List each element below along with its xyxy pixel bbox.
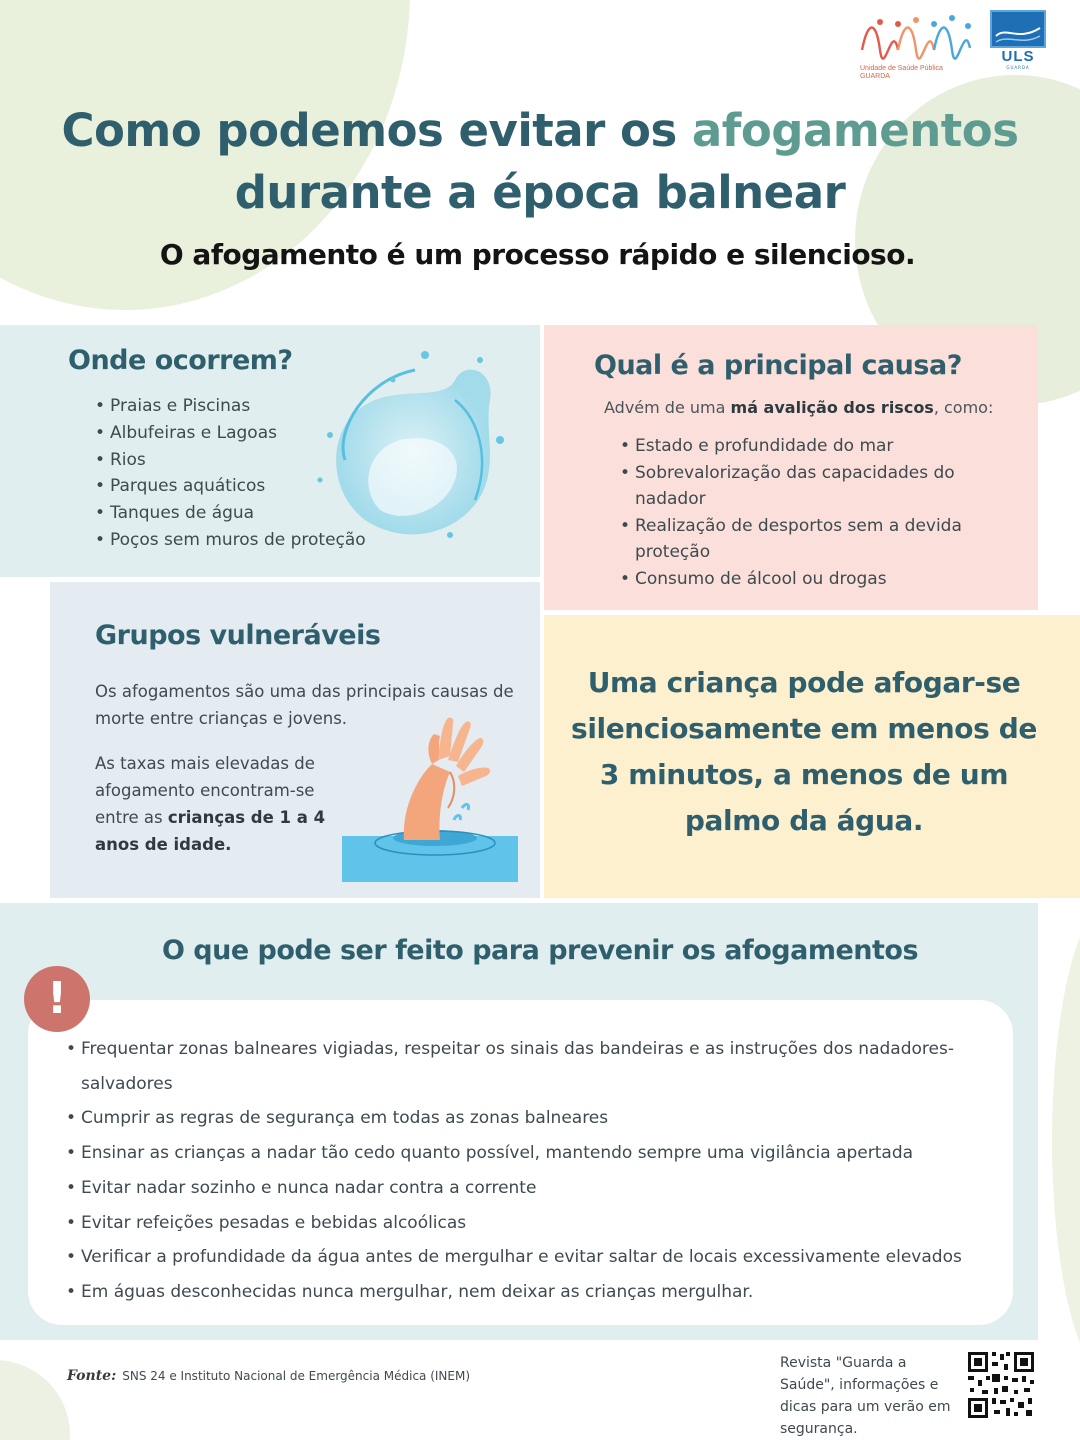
grupos-vulneraveis-panel bbox=[50, 582, 540, 898]
causa-intro-before: Advém de uma bbox=[604, 398, 731, 417]
drowning-hand-icon bbox=[342, 712, 520, 888]
uls-logo bbox=[990, 10, 1046, 70]
list-item: • Estado e profundidade do mar bbox=[620, 433, 975, 460]
header-logos bbox=[858, 10, 1046, 82]
list-item: • Rios bbox=[95, 447, 366, 474]
source-text: SNS 24 e Instituto Nacional de Emergência Médica (INEM) bbox=[122, 1369, 471, 1383]
prevencao-list bbox=[66, 1032, 966, 1310]
magazine-note: Revista "Guarda a Saúde", informações e dicas para um verão em segurança. bbox=[780, 1355, 951, 1437]
grupos-p2-bold: crianças de 1 a 4 anos de idade. bbox=[95, 808, 326, 854]
decor-blob bbox=[1052, 900, 1080, 1380]
page-title bbox=[0, 100, 1080, 224]
title-line2: durante a época balnear bbox=[234, 166, 846, 219]
list-item: • Sobrevalorização das capacidades do nadador bbox=[620, 460, 975, 513]
prevencao-heading: O que pode ser feito para prevenir os afogamentos bbox=[161, 935, 919, 966]
list-item: • Ensinar as crianças a nadar tão cedo quanto possível, mantendo sempre uma vigilância apertada bbox=[66, 1136, 966, 1171]
list-item: • Em águas desconhecidas nunca mergulhar, nem deixar as crianças mergulhar. bbox=[66, 1275, 966, 1310]
onde-ocorrem-panel bbox=[0, 325, 540, 577]
title-part1: Como podemos evitar os bbox=[61, 104, 692, 157]
list-item: • Tanques de água bbox=[95, 500, 366, 527]
uls-name: ULS bbox=[1001, 48, 1035, 65]
crianca-warning-panel bbox=[544, 615, 1080, 898]
causa-list bbox=[620, 433, 975, 592]
usp-logo bbox=[858, 10, 978, 82]
principal-causa-panel bbox=[544, 325, 1038, 610]
causa-intro-bold: má avalição dos riscos bbox=[730, 398, 934, 417]
grupos-paragraph-1: Os afogamentos são uma das principais causas de morte entre crianças e jovens. bbox=[95, 682, 514, 728]
list-item: • Consumo de álcool ou drogas bbox=[620, 566, 975, 593]
list-item: • Verificar a profundidade da água antes de mergulhar e evitar saltar de locais excessivamente elevados bbox=[66, 1240, 966, 1275]
list-item: • Cumprir as regras de segurança em todas as zonas balneares bbox=[66, 1101, 966, 1136]
list-item: • Albufeiras e Lagoas bbox=[95, 420, 366, 447]
title-accent: afogamentos bbox=[691, 104, 1019, 157]
usp-caption-line2: GUARDA bbox=[860, 73, 890, 80]
causa-intro bbox=[604, 398, 993, 417]
uls-sub: GUARDA bbox=[1006, 65, 1030, 70]
source-label: Fonte: bbox=[67, 1368, 117, 1384]
prevencao-panel bbox=[0, 903, 1038, 1340]
causa-heading: Qual é a principal causa? bbox=[594, 350, 962, 381]
list-item: • Evitar nadar sozinho e nunca nadar contra a corrente bbox=[66, 1171, 966, 1206]
qr-code-icon[interactable] bbox=[966, 1350, 1036, 1420]
grupos-heading: Grupos vulneráveis bbox=[95, 620, 381, 651]
list-item: • Praias e Piscinas bbox=[95, 393, 366, 420]
list-item: • Parques aquáticos bbox=[95, 473, 366, 500]
list-item: • Evitar refeições pesadas e bebidas alcoólicas bbox=[66, 1206, 966, 1241]
source-note bbox=[67, 1368, 470, 1384]
exclamation-icon: ! bbox=[24, 966, 90, 1032]
list-item: • Poços sem muros de proteção bbox=[95, 527, 366, 554]
causa-intro-after: , como: bbox=[933, 398, 994, 417]
page-subtitle: O afogamento é um processo rápido e silencioso. bbox=[159, 238, 916, 271]
grupos-p2-before: As taxas mais elevadas de afogamento encontram-se entre as bbox=[95, 754, 315, 827]
uls-logo-mark bbox=[990, 10, 1046, 48]
water-splash-icon bbox=[305, 340, 515, 554]
list-item: • Realização de desportos sem a devida proteção bbox=[620, 513, 975, 566]
usp-caption-line1: Unidade de Saúde Pública bbox=[860, 65, 943, 72]
list-item: • Frequentar zonas balneares vigiadas, respeitar os sinais das bandeiras e as instruções dos nadadores-salvadores bbox=[66, 1032, 966, 1101]
crianca-statement: Uma criança pode afogar-se silenciosamente em menos de 3 minutos, a menos de um palmo da água. bbox=[571, 666, 1037, 837]
onde-heading: Onde ocorrem? bbox=[68, 345, 293, 376]
decor-blob bbox=[0, 1360, 70, 1440]
grupos-paragraph-2 bbox=[95, 750, 345, 858]
